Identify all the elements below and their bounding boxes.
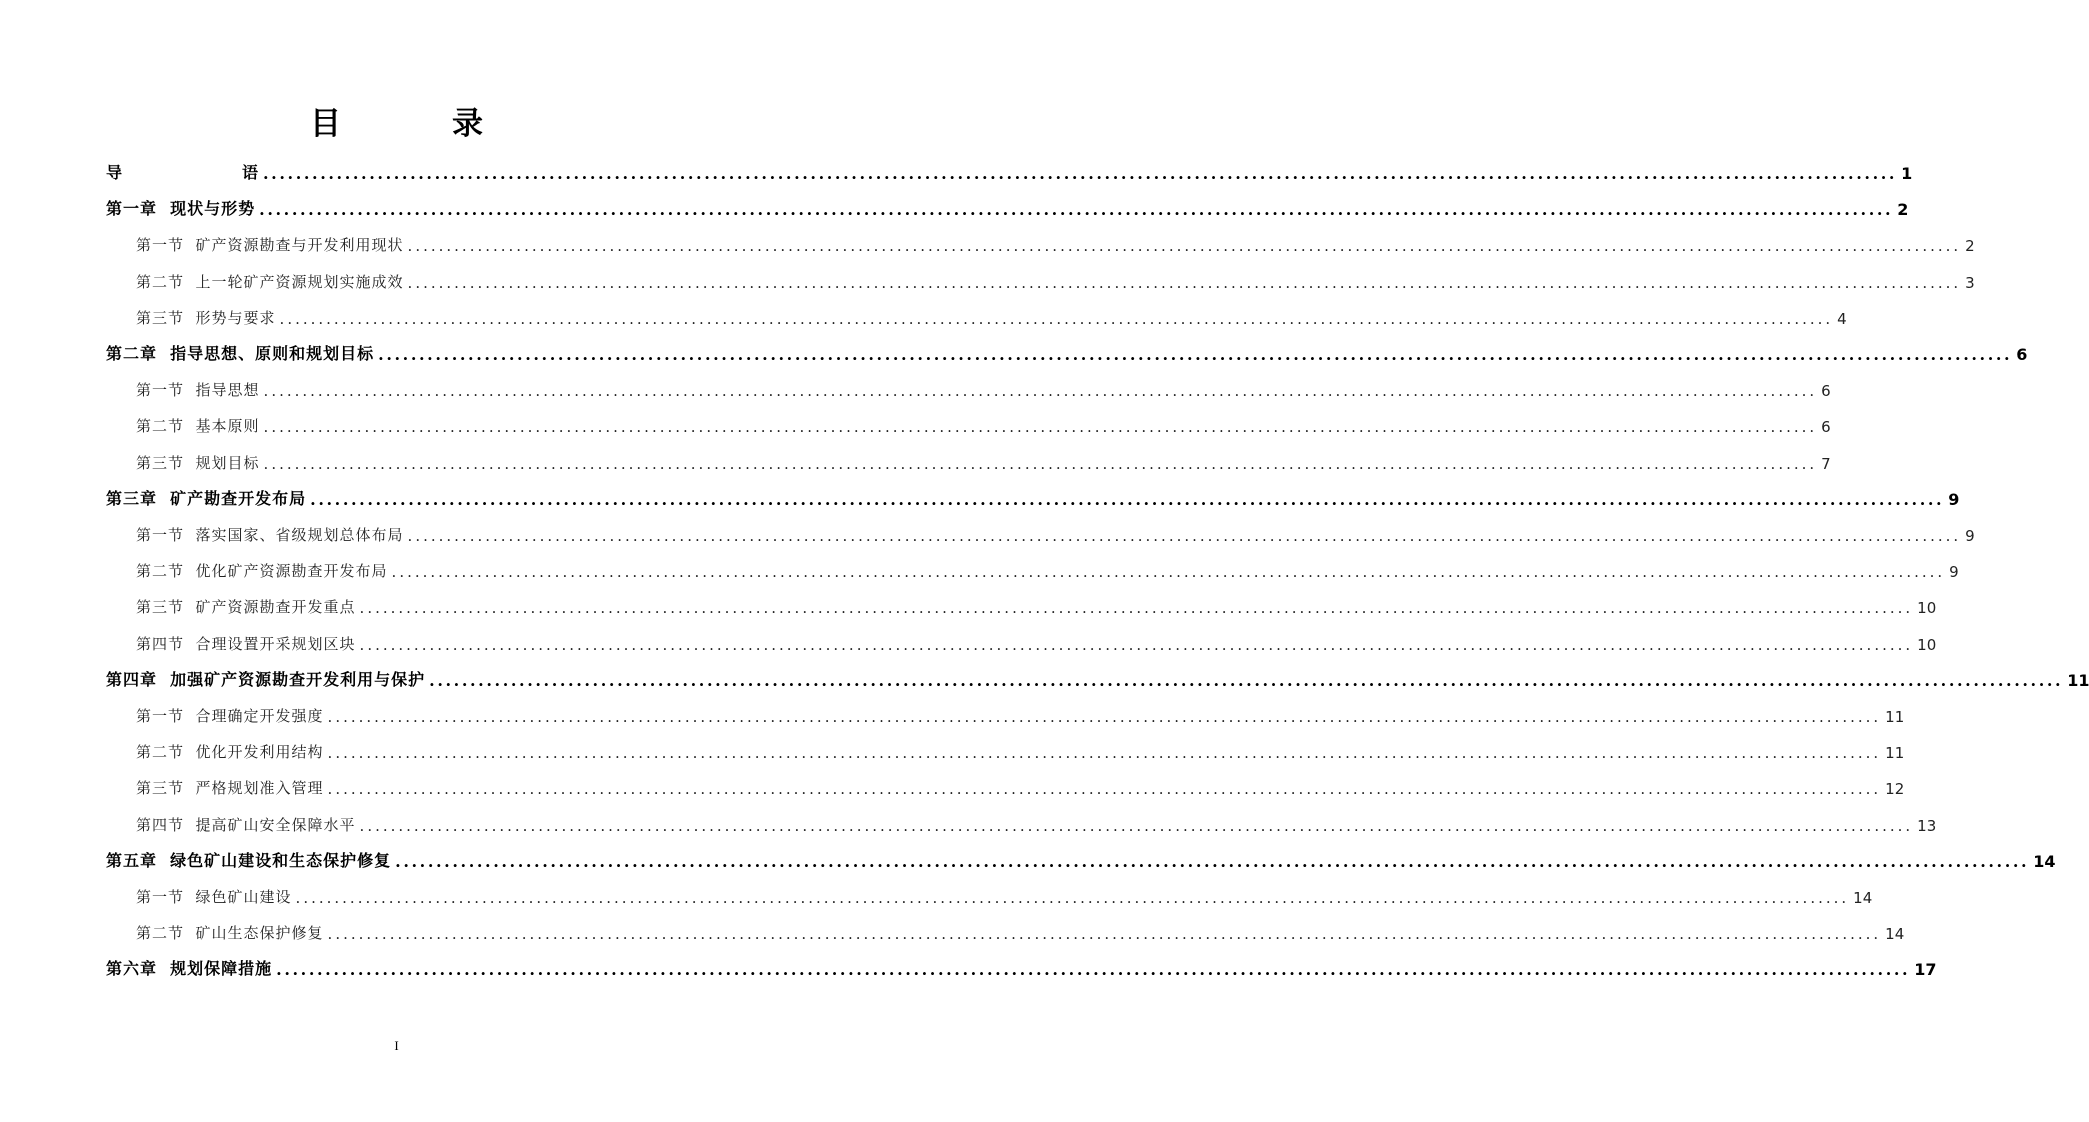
toc-chapter-entry[interactable]: [106, 949, 1937, 980]
toc-entry-page: 9: [1965, 527, 1975, 545]
toc-leader-dots: ........................................................................................................................................................................................................: [276, 960, 1911, 980]
toc-leader-dots: ........................................................................................................................................................................................................: [429, 670, 2064, 690]
toc-section-entry[interactable]: [136, 877, 1873, 907]
toc-entry-page: 10: [1917, 599, 1937, 618]
toc-entry-label: 第三节 严格规划准入管理: [136, 779, 324, 798]
toc-leader-dots: ........................................................................................................................................................................................................: [263, 454, 1818, 473]
toc-chapter-entry[interactable]: [106, 189, 1909, 220]
toc-entry-label: 第三节 规划目标: [136, 453, 260, 472]
toc-entry-label: 第一节 落实国家、省级规划总体布局: [136, 526, 404, 544]
toc-entry-label: 第一章 现状与形势: [106, 199, 256, 219]
toc-section-entry[interactable]: [136, 732, 1905, 763]
toc-entry-label: 第一节 绿色矿山建设: [136, 888, 292, 906]
toc-leader-dots: ........................................................................................................................................................................................................: [327, 925, 1882, 944]
toc-entry-page: 11: [1885, 744, 1905, 763]
toc-entry-label: 第一节 合理确定开发强度: [136, 707, 324, 725]
toc-entry-page: 3: [1965, 273, 1975, 292]
toc-entry-page: 12: [1885, 780, 1905, 799]
toc-entry-label: 第四章 加强矿产资源勘查开发利用与保护: [106, 669, 426, 689]
toc-entry-label: 第四节 提高矿山安全保障水平: [136, 815, 356, 834]
toc-leader-dots: ........................................................................................................................................................................................................: [407, 273, 1962, 292]
toc-section-entry[interactable]: [136, 768, 1905, 799]
toc-entry-label: 第二节 优化开发利用结构: [136, 743, 324, 762]
toc-entry-label: 第二章 指导思想、原则和规划目标: [106, 344, 375, 363]
toc-leader-dots: ........................................................................................................................................................................................................: [359, 816, 1914, 835]
toc-entry-label: 第一节 指导思想: [136, 381, 260, 400]
toc-leader-dots: ........................................................................................................................................................................................................: [263, 418, 1818, 437]
toc-entry-label: 第三节 矿产资源勘查开发重点: [136, 598, 356, 617]
toc-leader-dots: ........................................................................................................................................................................................................: [279, 309, 1834, 328]
toc-entry-label: 第一节 矿产资源勘查与开发利用现状: [136, 236, 404, 255]
toc-section-entry[interactable]: [136, 696, 1905, 726]
toc-leader-dots: ........................................................................................................................................................................................................: [407, 237, 1962, 256]
toc-entry-label: 第二节 矿山生态保护修复: [136, 924, 324, 943]
toc-entry-page: 14: [1885, 925, 1905, 944]
toc-leader-dots: ........................................................................................................................................................................................................: [263, 164, 1898, 183]
toc-section-entry[interactable]: [136, 587, 1937, 618]
toc-entry-page: 9: [1948, 489, 1960, 509]
toc-entry-page: 11: [2067, 670, 2089, 690]
toc-entry-label: 第二节 基本原则: [136, 417, 260, 436]
toc-section-entry[interactable]: [136, 370, 1831, 401]
toc-leader-dots: ........................................................................................................................................................................................................: [310, 489, 1945, 509]
toc-leader-dots: ........................................................................................................................................................................................................: [327, 708, 1882, 726]
toc-chapter-entry[interactable]: [106, 660, 2089, 690]
toc-leader-dots: ........................................................................................................................................................................................................: [259, 200, 1894, 220]
toc-entry-page: 6: [1821, 418, 1831, 437]
toc-entry-page: 4: [1837, 309, 1847, 328]
toc-chapter-entry[interactable]: [106, 479, 1960, 509]
toc-section-entry[interactable]: [136, 515, 1975, 545]
toc-entry-page: 14: [1853, 889, 1873, 907]
toc-leader-dots: ........................................................................................................................................................................................................: [359, 599, 1914, 618]
toc-entry-label: 第二节 上一轮矿产资源规划实施成效: [136, 272, 404, 291]
toc-entry-page: 1: [1901, 164, 1913, 183]
toc-entry-page: 17: [1914, 960, 1937, 980]
toc-entry-page: 6: [2016, 345, 2028, 364]
toc-leader-dots: ........................................................................................................................................................................................................: [327, 780, 1882, 799]
toc-leader-dots: ........................................................................................................................................................................................................: [378, 345, 2013, 364]
toc-entry-label: 第六章 规划保障措施: [106, 959, 273, 979]
toc-entry-page: 13: [1917, 816, 1937, 835]
toc-leader-dots: ........................................................................................................................................................................................................: [295, 889, 1850, 907]
page-title: 目 录: [310, 106, 523, 142]
toc-entry-page: 2: [1897, 200, 1909, 220]
toc-entry-page: 14: [2033, 851, 2056, 871]
toc-entry-page: 11: [1885, 708, 1905, 726]
toc-leader-dots: ........................................................................................................................................................................................................: [263, 382, 1818, 401]
toc-entry-page: 9: [1949, 563, 1959, 582]
toc-chapter-entry[interactable]: [106, 841, 2056, 871]
toc-section-entry[interactable]: [136, 551, 1959, 582]
toc-entry-label: 第五章 绿色矿山建设和生态保护修复: [106, 850, 392, 870]
toc-entry-page: 7: [1821, 454, 1831, 473]
toc-section-entry[interactable]: [136, 262, 1975, 292]
toc-section-entry[interactable]: [136, 805, 1937, 835]
toc-entry-page: 2: [1965, 237, 1975, 256]
toc-section-entry[interactable]: [136, 406, 1831, 437]
toc-entry-page: 10: [1917, 635, 1937, 654]
toc-section-entry[interactable]: [136, 624, 1937, 654]
toc-leader-dots: ........................................................................................................................................................................................................: [395, 851, 2030, 871]
toc-section-entry[interactable]: [136, 225, 1975, 256]
toc-entry-label: 第四节 合理设置开采规划区块: [136, 634, 356, 653]
toc-leader-dots: ........................................................................................................................................................................................................: [327, 744, 1882, 763]
toc-leader-dots: ........................................................................................................................................................................................................: [359, 635, 1914, 654]
toc-entry-label: 第三节 形势与要求: [136, 308, 276, 327]
page-number-footer: I: [394, 1038, 399, 1053]
toc-section-entry[interactable]: [136, 913, 1905, 944]
toc-leader-dots: ........................................................................................................................................................................................................: [407, 527, 1962, 545]
toc-chapter-entry[interactable]: [106, 334, 2028, 364]
toc-leader-dots: ........................................................................................................................................................................................................: [391, 563, 1946, 582]
toc-entry-label: 第二节 优化矿产资源勘查开发布局: [136, 562, 388, 581]
toc-entry-label: 第三章 矿产勘查开发布局: [106, 488, 307, 508]
toc-section-entry[interactable]: [136, 298, 1847, 328]
toc-entry-label: 导 语: [106, 163, 260, 182]
toc-chapter-entry[interactable]: [106, 153, 1913, 183]
toc-entry-page: 6: [1821, 382, 1831, 401]
toc-section-entry[interactable]: [136, 443, 1831, 473]
